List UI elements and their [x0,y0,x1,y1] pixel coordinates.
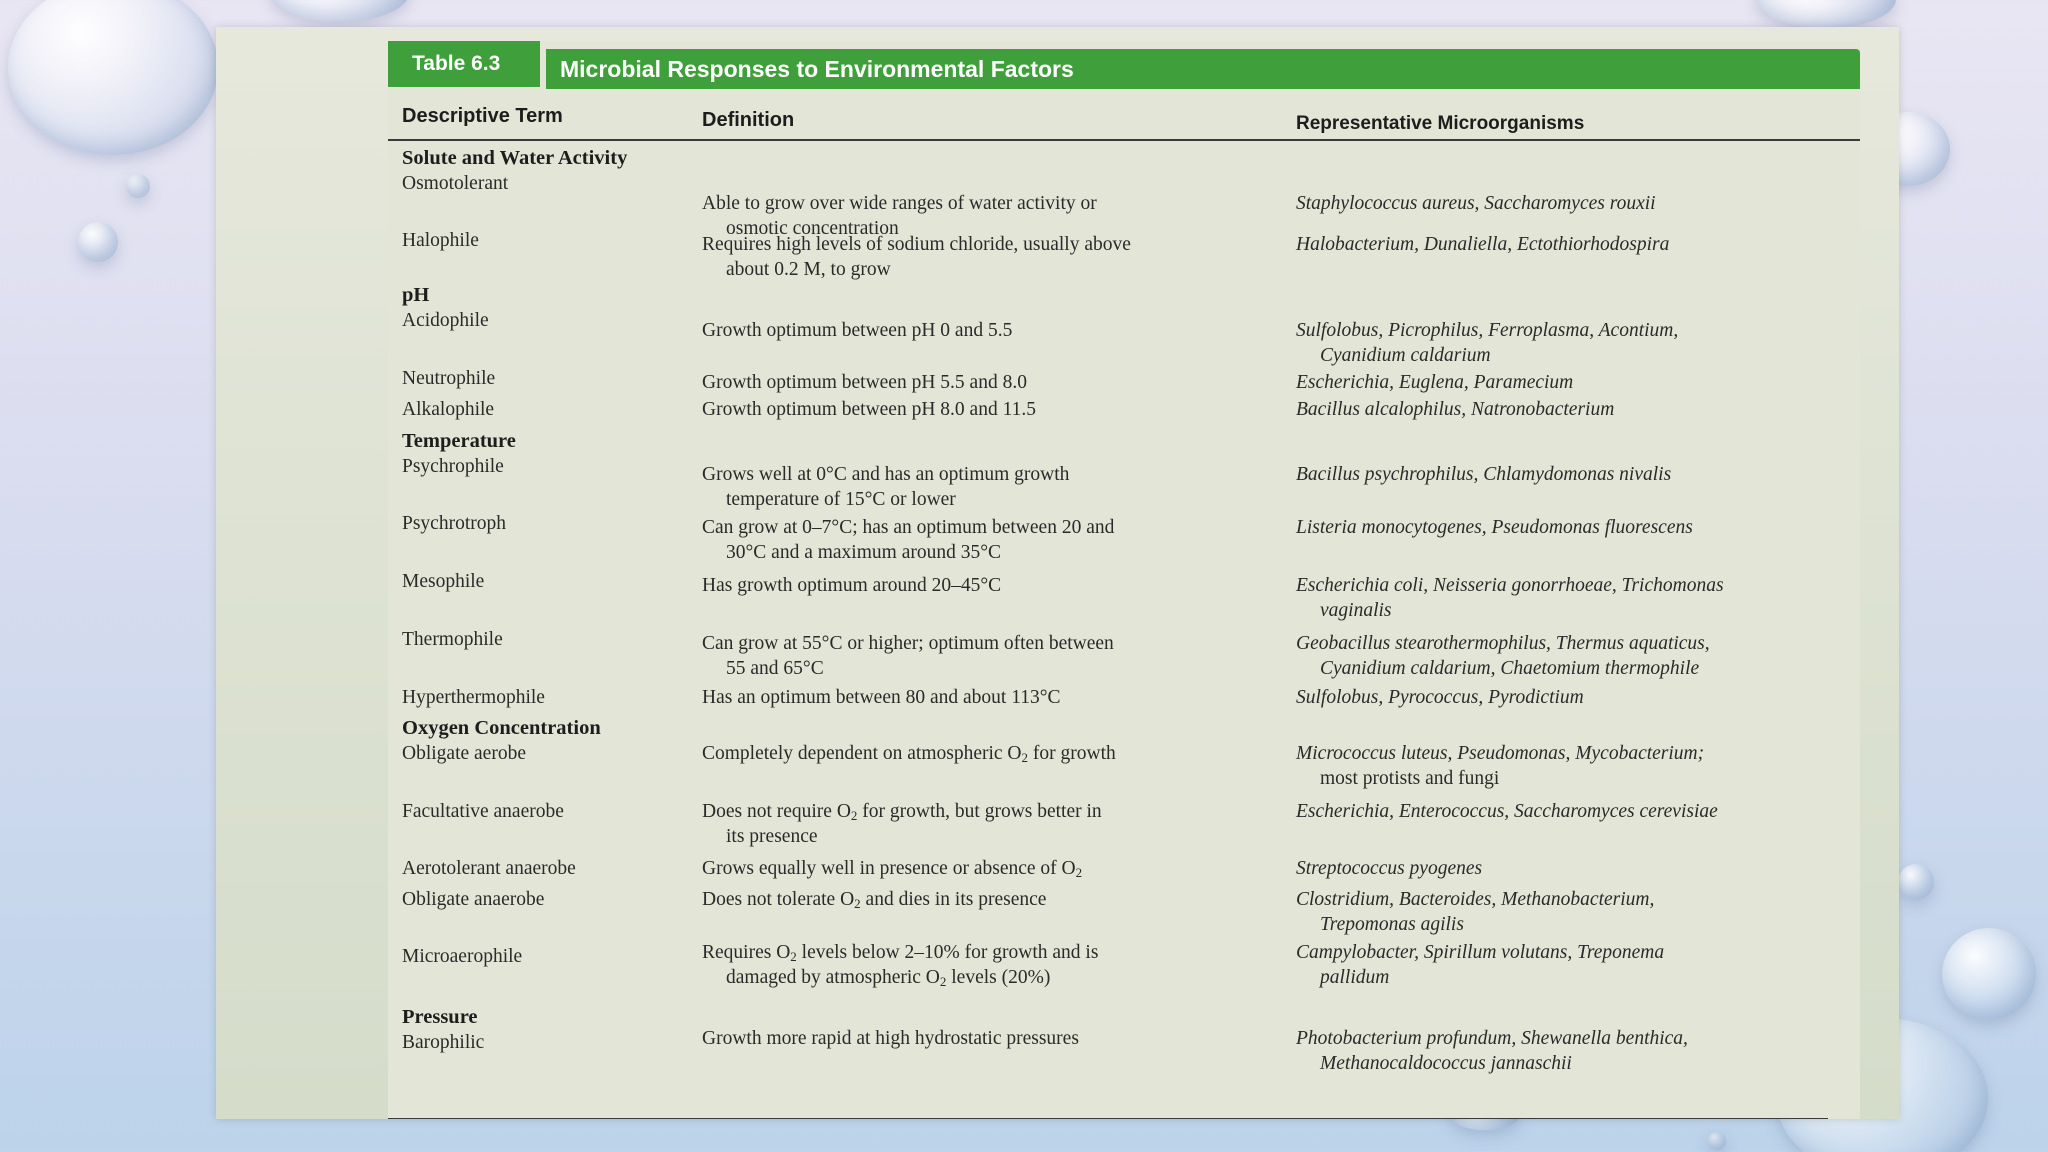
definition-cell [702,370,1262,395]
subscript: 2 [1075,865,1083,880]
term-cell: Hyperthermophile [402,687,545,708]
definition-line [702,799,1262,824]
organisms-cell [1296,515,1856,540]
definition-line: 30°C and a maximum around 35°C [726,542,1002,563]
header-descriptive-term: Descriptive Term [402,105,563,127]
definition-text: Grows equally well in presence or absence of O [702,858,1076,879]
water-droplet-decoration [8,0,218,155]
definition-cell [702,397,1262,422]
organisms-line: most protists and fungi [1320,768,1500,789]
organisms-line: pallidum [1320,967,1390,988]
table-row [388,171,1860,239]
definition-cell [702,887,1262,912]
definition-cell [702,1026,1262,1051]
definition-line: 55 and 65°C [726,658,824,679]
organisms-cell [1296,397,1856,422]
definition-line: Able to grow over wide ranges of water activity or [702,193,1097,214]
table-row [388,366,1860,397]
organisms-line: Escherichia, Euglena, Paramecium [1296,372,1574,393]
organisms-line: Escherichia, Enterococcus, Saccharomyces cerevisiae [1296,801,1718,822]
term-cell: Psychrotroph [402,513,506,534]
definition-line: Can grow at 55°C or higher; optimum often between [702,633,1114,654]
definition-line [702,856,1262,881]
organisms-line: Staphylococcus aureus, Saccharomyces rouxii [1296,193,1656,214]
definition-cell [702,856,1262,881]
water-droplet-decoration [270,0,410,22]
header-definition: Definition [702,109,795,131]
subscript: 2 [790,949,797,964]
organisms-line: Photobacterium profundum, Shewanella benthica, [1296,1028,1688,1049]
organisms-line: Geobacillus stearothermophilus, Thermus aquaticus, [1296,633,1710,654]
term-cell: Mesophile [402,571,485,592]
definition-cell [702,741,1262,766]
organisms-cell [1296,631,1856,681]
definition-line: Has growth optimum around 20–45°C [702,575,1002,596]
organisms-cell [1296,741,1856,791]
term-cell: Obligate aerobe [402,743,526,764]
table-row [388,856,1860,887]
term-cell: Osmotolerant [402,173,509,194]
water-droplet-decoration [1942,928,2036,1020]
section-heading-oxygen: Oxygen Concentration [402,717,601,739]
table-row [388,308,1860,366]
definition-line: Can grow at 0–7°C; has an optimum between 20 and [702,517,1115,538]
definition-text: for growth, but grows better in [857,801,1102,822]
term-cell: Alkalophile [402,399,495,420]
organisms-cell [1296,856,1856,881]
organisms-line: Cyanidium caldarium, Chaetomium thermophile [1320,658,1700,679]
organisms-cell [1296,685,1856,710]
organisms-cell [1296,318,1856,368]
definition-cell [702,685,1262,710]
organisms-line: Cyanidium caldarium [1320,345,1491,366]
table-row [388,944,1860,1004]
definition-line: Has an optimum between 80 and about 113°C [702,687,1061,708]
term-cell: Thermophile [402,629,503,650]
organisms-line: Listeria monocytogenes, Pseudomonas fluorescens [1296,517,1693,538]
organisms-line: Methanocaldococcus jannaschii [1320,1053,1572,1074]
section-heading-ph: pH [402,284,430,306]
organisms-cell [1296,191,1856,216]
definition-line [702,965,1262,990]
table-row [388,397,1860,428]
definition-text: Does not require O [702,801,851,822]
organisms-cell [1296,573,1856,623]
table-row [388,887,1860,944]
definition-cell [702,940,1262,990]
organisms-line: Sulfolobus, Pyrococcus, Pyrodictium [1296,687,1584,708]
definition-line: osmotic concentration [726,218,899,239]
definition-cell [702,318,1262,343]
table-row [388,1030,1860,1088]
organisms-line: Streptococcus pyogenes [1296,858,1483,879]
table-row [388,569,1860,627]
definition-line: Growth optimum between pH 0 and 5.5 [702,320,1013,341]
term-cell: Obligate anaerobe [402,889,545,910]
organisms-line: Escherichia coli, Neisseria gonorrhoeae, Trichomonas [1296,575,1724,596]
organisms-cell [1296,887,1856,937]
textbook-page-photo [216,27,1899,1119]
organisms-cell [1296,370,1856,395]
definition-text: levels below 2–10% for growth and is [796,942,1099,963]
water-droplet-decoration [78,222,118,262]
term-cell: Acidophile [402,310,489,331]
water-droplet-decoration [1708,1132,1726,1150]
table-header-row [388,99,1860,141]
organisms-cell [1296,940,1856,990]
definition-line: about 0.2 M, to grow [726,259,891,280]
definition-line: Grows well at 0°C and has an optimum growth [702,464,1070,485]
definition-cell [702,462,1262,512]
section-heading-solute: Solute and Water Activity [402,147,628,169]
organisms-line: Bacillus alcalophilus, Natronobacterium [1296,399,1615,420]
term-cell: Aerotolerant anaerobe [402,858,576,879]
definition-line: temperature of 15°C or lower [726,489,956,510]
definition-cell [702,232,1262,282]
definition-cell [702,631,1262,681]
definition-cell [702,573,1262,598]
subscript: 2 [1021,750,1029,765]
definition-text: levels (20%) [946,967,1051,988]
section-heading-temperature: Temperature [402,430,516,452]
organisms-line: Campylobacter, Spirillum volutans, Treponema [1296,942,1665,963]
organisms-cell [1296,799,1856,824]
organisms-line: vaginalis [1320,600,1392,621]
organisms-line: Micrococcus luteus, Pseudomonas, Mycobacterium; [1296,743,1705,764]
subscript: 2 [854,896,861,911]
definition-text: Requires O [702,942,791,963]
definition-line [702,940,1262,965]
table-row [388,511,1860,569]
definition-text: Completely dependent on atmospheric O [702,743,1022,764]
term-cell: Barophilic [402,1032,485,1053]
table-row [388,228,1860,282]
table-row [388,741,1860,799]
definition-line [702,887,1262,912]
table-label: Table 6.3 [388,41,540,87]
definition-text: damaged by atmospheric O [726,967,940,988]
term-cell: Microaerophile [402,946,523,967]
table-bottom-rule [388,1118,1828,1119]
table-body [388,145,1860,1088]
subscript: 2 [850,808,858,823]
organisms-cell [1296,1026,1856,1076]
term-cell: Neutrophile [402,368,496,389]
table-page [388,41,1860,1119]
organisms-cell [1296,232,1856,257]
table-title: Microbial Responses to Environmental Factors [546,49,1860,89]
term-cell: Psychrophile [402,456,504,477]
table-row [388,799,1860,856]
definition-cell [702,515,1262,565]
definition-cell [702,799,1262,849]
definition-line: Growth optimum between pH 5.5 and 8.0 [702,372,1027,393]
organisms-line: Bacillus psychrophilus, Chlamydomonas nivalis [1296,464,1672,485]
section-heading-pressure: Pressure [402,1006,478,1028]
table-row [388,685,1860,715]
organisms-line: Trepomonas agilis [1320,914,1464,935]
definition-text: for growth [1028,743,1116,764]
water-droplet-decoration [1756,0,1896,28]
header-representative-microorganisms: Representative Microorganisms [1296,113,1585,134]
organisms-line: Sulfolobus, Picrophilus, Ferroplasma, Acontium, [1296,320,1679,341]
definition-text: Does not tolerate O [702,889,855,910]
water-droplet-decoration [1898,864,1934,900]
organisms-line: Halobacterium, Dunaliella, Ectothiorhodospira [1296,234,1670,255]
table-banner [388,41,1860,87]
definition-line: Requires high levels of sodium chloride, usually above [702,234,1131,255]
definition-line: Growth more rapid at high hydrostatic pressures [702,1028,1079,1049]
definition-line: Growth optimum between pH 8.0 and 11.5 [702,399,1036,420]
table-row [388,454,1860,511]
definition-line: its presence [726,826,818,847]
organisms-cell [1296,462,1856,487]
definition-text: and dies in its presence [860,889,1047,910]
term-cell: Facultative anaerobe [402,801,564,822]
term-cell: Halophile [402,230,479,251]
water-droplet-decoration [126,174,150,198]
table-row [388,627,1860,685]
definition-line [702,741,1262,766]
subscript: 2 [939,974,947,989]
organisms-line: Clostridium, Bacteroides, Methanobacterium, [1296,889,1655,910]
